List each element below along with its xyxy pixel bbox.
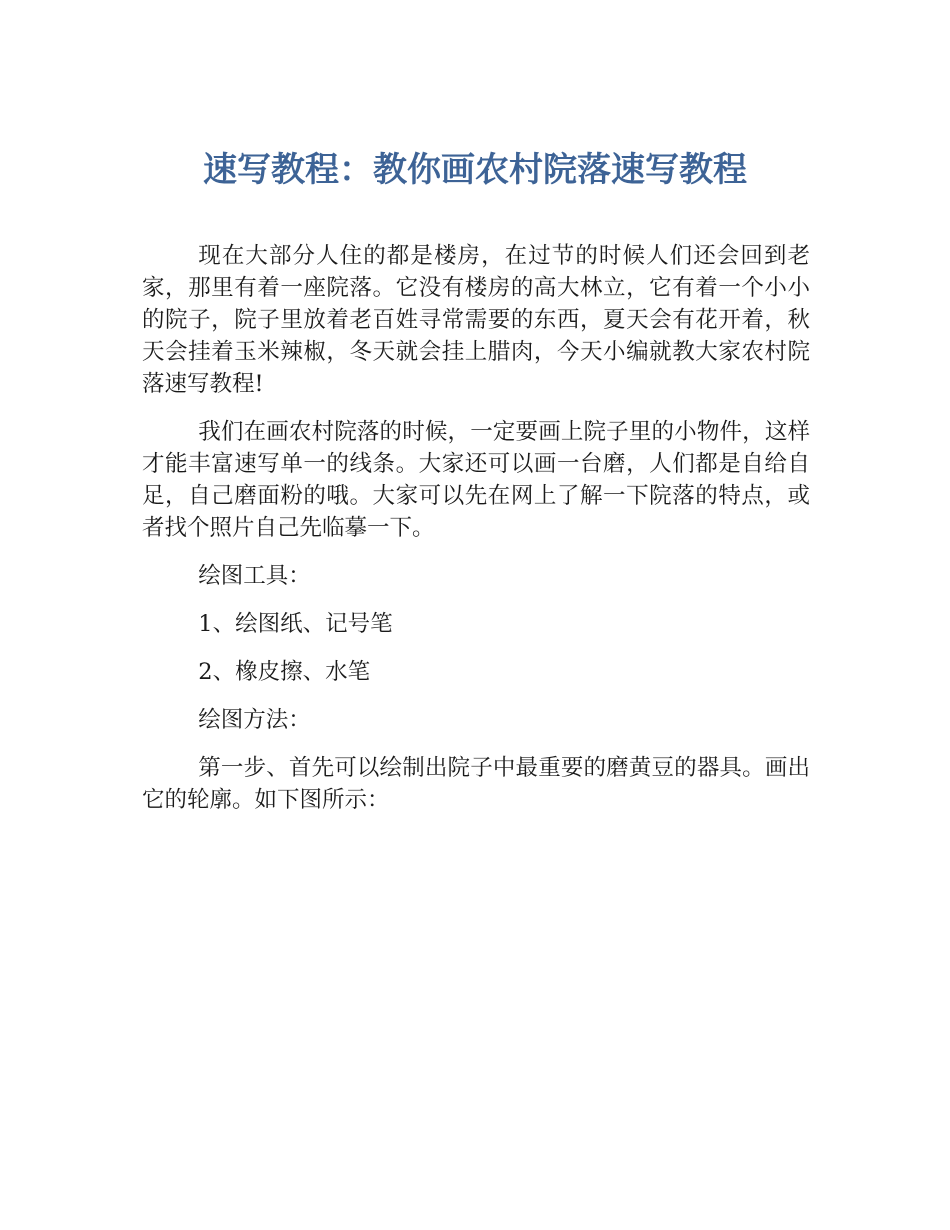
paragraph-tool-2: 2、橡皮擦、水笔: [198, 659, 371, 685]
paragraph-intro: 现在大部分人住的都是楼房，在过节的时候人们还会回到老家，那里有着一座院落。它没有楼房的高大林立，它有着一个小小的院子，院子里放着老百姓寻常需要的东西，夏天会有花开着，秋天会挂着玉米辣椒，冬天就会挂上腊肉，今天小编就教大家农村院落速写教程!: [142, 243, 810, 397]
paragraph-tools-heading: 绘图工具：: [198, 563, 311, 589]
page-title: 速写教程：教你画农村院落速写教程: [203, 150, 747, 190]
paragraph-step-1: 第一步、首先可以绘制出院子中最重要的磨黄豆的器具。画出它的轮廓。如下图所示：: [142, 755, 810, 813]
document-body: [142, 240, 810, 832]
paragraph-details: 我们在画农村院落的时候，一定要画上院子里的小物件，这样才能丰富速写单一的线条。大家还可以画一台磨，人们都是自给自足，自己磨面粉的哦。大家可以先在网上了解一下院落的特点，或者找个照片自己先临摹一下。: [142, 419, 810, 541]
paragraph-method-heading: 绘图方法：: [198, 707, 311, 733]
paragraph-tool-1: 1、绘图纸、记号笔: [198, 611, 393, 637]
